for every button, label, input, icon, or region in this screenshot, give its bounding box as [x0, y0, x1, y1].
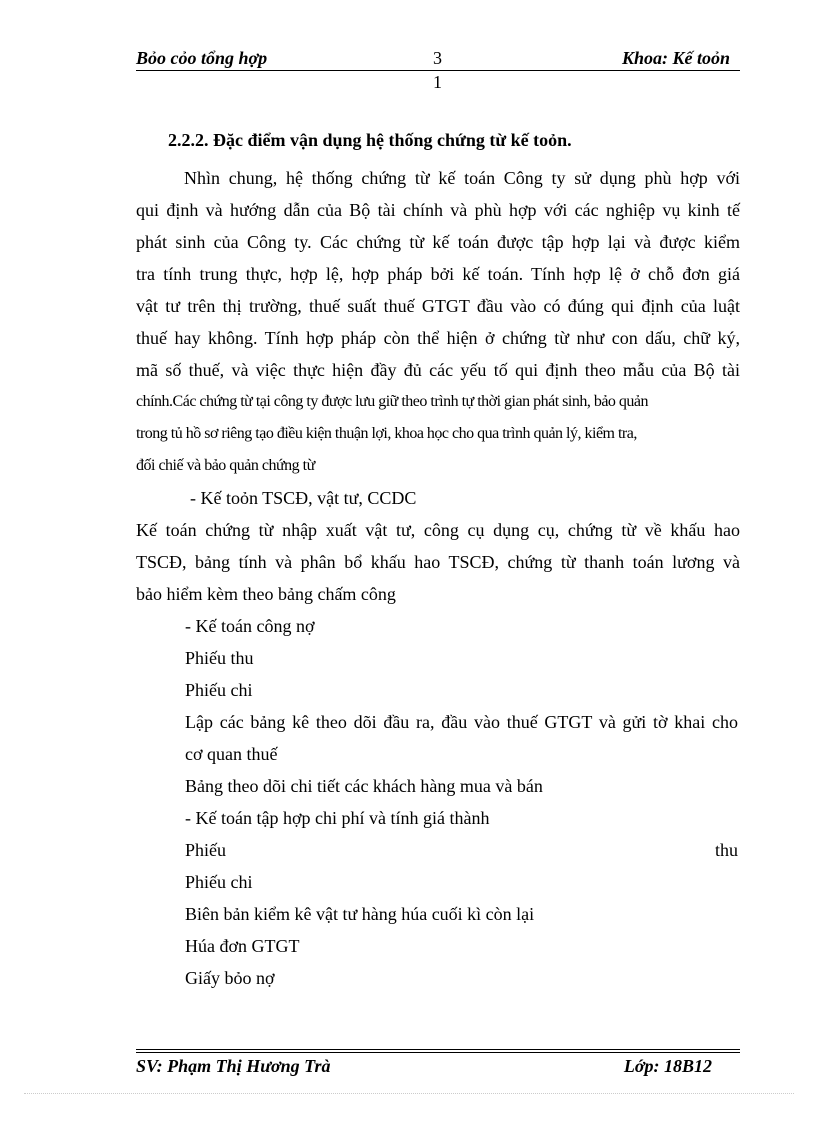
footer-divider	[136, 1052, 740, 1053]
para-line: chính.Các chứng từ tại công ty được lưu giữ theo trình tự thời gian phát sinh, bảo quản	[136, 393, 649, 410]
list-item: Bảng theo dõi chi tiết các khách hàng mua và bán	[185, 776, 543, 796]
para-line: Nhìn chung, hệ thống chứng từ kế toán Công ty sử dụng phù hợp với	[184, 168, 740, 188]
list-item: Lập các bảng kê theo dõi đầu ra, đầu vào thuế GTGT và gửi tờ khai cho	[185, 712, 738, 732]
para-line: qui định và hướng dẫn của Bộ tài chính và phù hợp với các nghiệp vụ kinh tế	[136, 200, 740, 220]
subsection-title: - Kế toỏn TSCĐ, vật tư, CCDC	[190, 488, 417, 508]
student-name: SV: Phạm Thị Hương Trà	[136, 1056, 331, 1076]
subsection-title: - Kế toán tập hợp chi phí và tính giá thành	[185, 808, 490, 828]
list-item: Húa đơn GTGT	[185, 936, 300, 956]
para-line: vật tư trên thị trường, thuế suất thuế GTGT đầu vào có đúng qui định của luật	[136, 296, 740, 316]
page-number-sub: 1	[433, 72, 442, 92]
subsection-title: - Kế toán công nợ	[185, 616, 315, 636]
header-divider	[136, 70, 740, 71]
list-item: Biên bản kiểm kê vật tư hàng húa cuối kì còn lại	[185, 904, 535, 924]
para-line: trong tủ hồ sơ riêng tạo điều kiện thuận lợi, khoa học cho qua trình quản lý, kiểm tra,	[136, 425, 637, 442]
para-line: bảo hiểm kèm theo bảng chấm công	[136, 584, 396, 604]
list-item-right: thu	[714, 840, 738, 860]
class-code: Lớp: 18B12	[623, 1056, 712, 1076]
list-item: Phiếu chi	[185, 872, 253, 892]
list-item	[185, 834, 738, 866]
list-item: Phiếu chi	[185, 680, 253, 700]
para-line: thuế hay không. Tính hợp pháp còn thể hiện ở chứng từ như con dấu, chữ ký,	[136, 328, 740, 348]
para-line: mã số thuế, và việc thực hiện đầy đủ các yếu tố qui định theo mẫu của Bộ tài	[136, 360, 740, 380]
list-item-left: Phiếu	[185, 840, 227, 860]
para-line: tra tính trung thực, hợp lệ, hợp pháp bởi kế toán. Tính hợp lệ ở chỗ đơn giá	[136, 264, 740, 284]
footer-divider	[136, 1049, 740, 1050]
page-break-line	[24, 1093, 794, 1094]
para-line: phát sinh của Công ty. Các chứng từ kế toán được tập hợp lại và được kiểm	[136, 232, 740, 252]
page-number: 3	[433, 48, 442, 68]
report-title: Bỏo cỏo tổng hợp	[136, 48, 268, 68]
department: Khoa: Kế toỏn	[621, 48, 730, 68]
section-heading: 2.2.2. Đặc điểm vận dụng hệ thống chứng từ kế toỏn.	[168, 130, 572, 150]
page-header	[136, 48, 740, 70]
para-line: Kế toán chứng từ nhập xuất vật tư, công cụ dụng cụ, chứng từ về khấu hao	[136, 520, 740, 540]
para-line: đối chiế và bảo quản chứng từ	[136, 457, 315, 474]
para-line: TSCĐ, bảng tính và phân bổ khấu hao TSCĐ, chứng từ thanh toán lương và	[136, 552, 740, 572]
list-item: Giấy bỏo nợ	[185, 968, 275, 988]
list-item: cơ quan thuế	[185, 744, 278, 764]
list-item: Phiếu thu	[185, 648, 254, 668]
